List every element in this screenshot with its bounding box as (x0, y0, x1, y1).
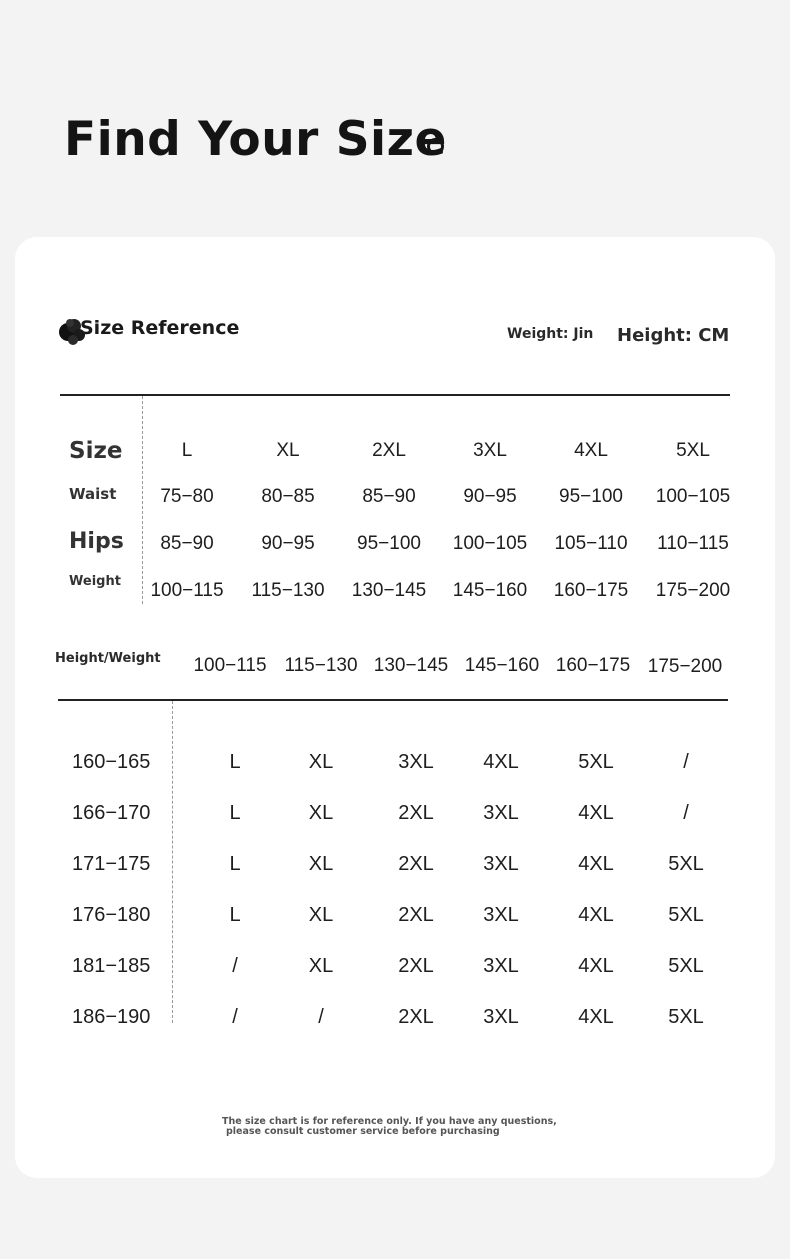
weight-cell: 130−145 (351, 580, 427, 601)
size-cell: 5XL (668, 904, 704, 926)
height-column-divider (172, 701, 173, 1023)
waist-cell: 95−100 (559, 486, 623, 507)
size-cell: 3XL (483, 1006, 519, 1028)
waist-cell: 100−105 (655, 486, 731, 507)
size-cell: 4XL (578, 904, 614, 926)
hips-cell: 110−115 (657, 533, 729, 554)
waist-cell: 75−80 (160, 486, 214, 507)
size-cell: 5XL (668, 1006, 704, 1028)
size-cell: 4XL (483, 751, 519, 773)
weight-range-header: 100−115 (193, 655, 267, 676)
height-range-label: 171−175 (72, 853, 151, 875)
size-cell: XL (308, 751, 334, 773)
row-label-waist: Waist (69, 485, 117, 503)
height-unit-label: Height: CM (617, 325, 730, 346)
size-cell: 4XL (578, 853, 614, 875)
size-cell: / (683, 751, 689, 773)
size-cell: 5XL (578, 751, 614, 773)
weight-range-header: 160−175 (555, 655, 631, 676)
size-cell: 3XL (483, 853, 519, 875)
weight-cell: 175−200 (655, 580, 731, 601)
weight-unit-label: Weight: Jin (507, 326, 594, 342)
size-cell: 3XL (483, 802, 519, 824)
size-cell: L (229, 904, 241, 926)
size-cell: 3XL (483, 904, 519, 926)
size-cell: XL (308, 853, 334, 875)
row-label-weight: Weight (69, 574, 121, 589)
size-cell: 4XL (578, 802, 614, 824)
weight-cell: 145−160 (452, 580, 528, 601)
weight-range-header: 145−160 (464, 655, 540, 676)
size-cell: 3XL (398, 751, 434, 773)
height-range-label: 186−190 (72, 1006, 151, 1028)
weight-cell: 160−175 (553, 580, 629, 601)
weight-cell: 100−115 (150, 580, 224, 601)
top-divider (60, 394, 730, 396)
size-cell: XL (276, 440, 300, 461)
row-label-hips: Hips (69, 529, 124, 554)
size-cell: L (229, 751, 241, 773)
height-range-label: 181−185 (72, 955, 151, 977)
size-cell: 2XL (398, 802, 434, 824)
size-cell: 4XL (578, 1006, 614, 1028)
disclaimer-line-1: The size chart is for reference only. If you have any questions, (222, 1116, 557, 1127)
hips-cell: 105−110 (554, 533, 628, 554)
disclaimer-line-2: please consult customer service before purchasing (226, 1126, 500, 1137)
height-weight-corner-label: Height/Weight (55, 651, 161, 666)
size-cell: L (181, 440, 193, 461)
weight-cell: 115−130 (251, 580, 325, 601)
weight-range-header: 115−130 (284, 655, 358, 676)
size-cell: 2XL (398, 955, 434, 977)
size-cell: 3XL (483, 955, 519, 977)
size-cell: 2XL (398, 853, 434, 875)
size-cell: 5XL (668, 955, 704, 977)
size-cell: 5XL (668, 853, 704, 875)
size-cell: 2XL (398, 1006, 434, 1028)
size-cell: / (232, 955, 238, 977)
hips-cell: 95−100 (357, 533, 421, 554)
size-cell: / (318, 1006, 324, 1028)
height-weight-divider (58, 699, 728, 701)
size-cell: 4XL (578, 955, 614, 977)
size-chart-card (15, 237, 775, 1178)
size-cell: 2XL (398, 904, 434, 926)
title-circle-icon (427, 138, 444, 155)
size-cell: / (232, 1006, 238, 1028)
size-cell: XL (308, 904, 334, 926)
height-range-label: 166−170 (72, 802, 151, 824)
size-cell: 3XL (473, 440, 507, 461)
size-cell: 2XL (372, 440, 406, 461)
size-cell: XL (308, 955, 334, 977)
waist-cell: 80−85 (261, 486, 315, 507)
size-cell: L (229, 802, 241, 824)
size-cell: L (229, 853, 241, 875)
section-title: Size Reference (80, 317, 240, 339)
hips-cell: 90−95 (261, 533, 315, 554)
size-cell: 5XL (676, 440, 710, 461)
size-cell: XL (308, 802, 334, 824)
weight-range-header: 175−200 (647, 656, 723, 677)
waist-cell: 85−90 (362, 486, 416, 507)
waist-cell: 90−95 (463, 486, 517, 507)
size-cell: / (683, 802, 689, 824)
page-title: Find Your Size (64, 112, 447, 167)
height-range-label: 176−180 (72, 904, 151, 926)
disclaimer-note (222, 1117, 557, 1137)
weight-range-header: 130−145 (373, 655, 449, 676)
size-cell: 4XL (574, 440, 608, 461)
hips-cell: 100−105 (452, 533, 528, 554)
row-label-size: Size (69, 438, 123, 464)
height-range-label: 160−165 (72, 751, 151, 773)
hips-cell: 85−90 (160, 533, 214, 554)
